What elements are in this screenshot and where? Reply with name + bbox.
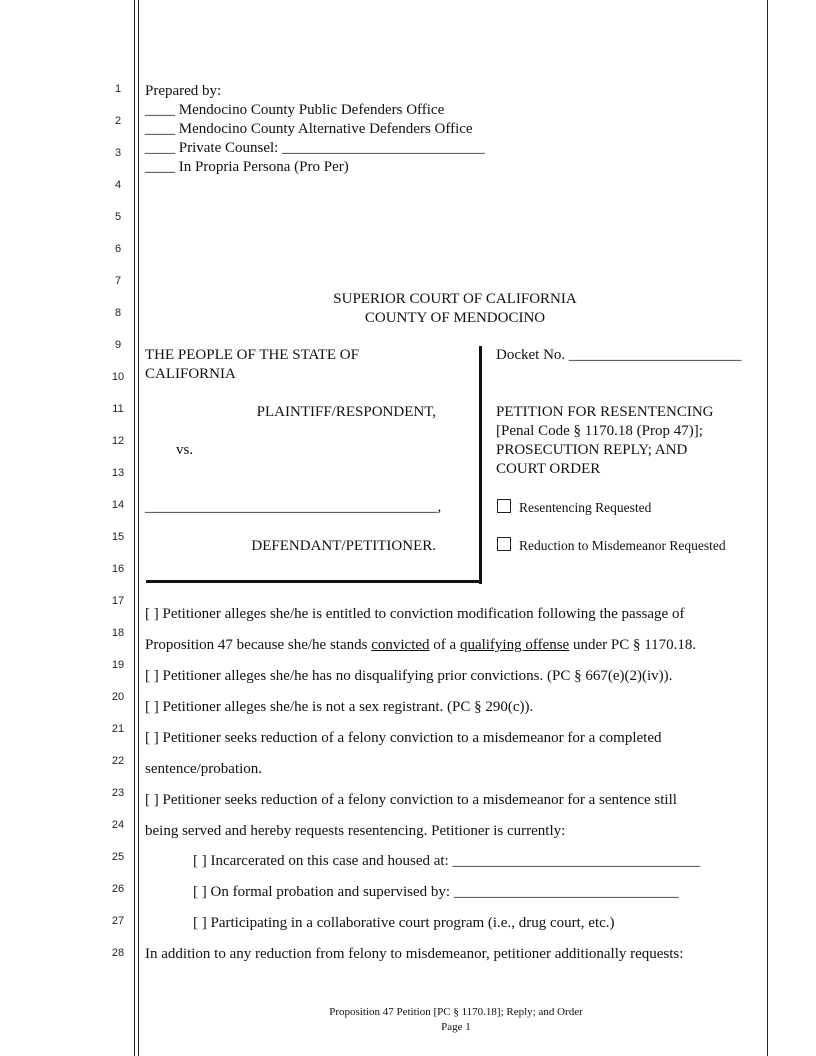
- allegation-prop47-text-a: Proposition 47 because she/he stands: [145, 637, 372, 653]
- line-number: 25: [111, 851, 125, 863]
- request-sentence-being-served-line2: being served and hereby requests resentencing. Petitioner is currently:: [145, 823, 566, 839]
- line-number: 1: [114, 83, 122, 95]
- plaintiff-role: PLAINTIFF/RESPONDENT,: [256, 404, 436, 420]
- prepared-by-option-public-defender[interactable]: ____ Mendocino County Public Defenders Office: [145, 102, 445, 118]
- caption-divider-horizontal: [146, 580, 482, 583]
- request-sentence-being-served-line1[interactable]: [ ] Petitioner seeks reduction of a felony conviction to a misdemeanor for a sentence still: [145, 792, 677, 808]
- line-number: 8: [114, 307, 122, 319]
- line-number: 22: [111, 755, 125, 767]
- line-number: 10: [111, 371, 125, 383]
- line-number: 23: [111, 787, 125, 799]
- footer-title: Proposition 47 Petition [PC § 1170.18]; Reply; and Order: [329, 1006, 583, 1018]
- line-number: 14: [111, 499, 125, 511]
- plaintiff-name-line2: CALIFORNIA: [145, 366, 236, 382]
- prepared-by-option-private-counsel[interactable]: ____ Private Counsel: ___________________________: [145, 140, 485, 156]
- line-number: 9: [114, 339, 122, 351]
- court-county: COUNTY OF MENDOCINO: [364, 310, 546, 326]
- convicted-underlined: convicted: [371, 637, 430, 653]
- allegation-prop47-text-e: under PC § 1170.18.: [569, 637, 697, 653]
- request-completed-sentence-line2: sentence/probation.: [145, 761, 263, 777]
- line-number: 24: [111, 819, 125, 831]
- caption-divider-vertical: [479, 346, 482, 584]
- line-number: 6: [114, 243, 122, 255]
- left-margin-rule-inner: [138, 0, 139, 1056]
- line-number: 18: [111, 627, 125, 639]
- line-number: 7: [114, 275, 122, 287]
- line-number: 5: [114, 211, 122, 223]
- status-collaborative-court-option[interactable]: [ ] Participating in a collaborative court program (i.e., drug court, etc.): [193, 915, 615, 931]
- court-name: SUPERIOR COURT OF CALIFORNIA: [333, 291, 577, 307]
- line-number: 12: [111, 435, 125, 447]
- document-title-line4: COURT ORDER: [496, 461, 601, 477]
- line-number: 20: [111, 691, 125, 703]
- versus-label: vs.: [176, 442, 194, 458]
- prepared-by-option-pro-per[interactable]: ____ In Propria Persona (Pro Per): [145, 159, 349, 175]
- docket-number-field[interactable]: Docket No. _______________________: [496, 347, 742, 363]
- line-number: 3: [114, 147, 122, 159]
- status-incarcerated-option[interactable]: [ ] Incarcerated on this case and housed at: _________________________________: [193, 853, 700, 869]
- line-number: 13: [111, 467, 125, 479]
- allegation-not-sex-registrant[interactable]: [ ] Petitioner alleges she/he is not a sex registrant. (PC § 290(c)).: [145, 699, 534, 715]
- footer-page-number: Page 1: [441, 1021, 471, 1033]
- right-margin-rule: [767, 0, 768, 1056]
- line-number: 28: [111, 947, 125, 959]
- line-number: 17: [111, 595, 125, 607]
- allegation-prop47-line1[interactable]: [ ] Petitioner alleges she/he is entitled to conviction modification following the passage of: [145, 606, 685, 622]
- line-number: 26: [111, 883, 125, 895]
- status-formal-probation-option[interactable]: [ ] On formal probation and supervised by: ______________________________: [193, 884, 679, 900]
- allegation-prop47-text-c: of a: [429, 637, 460, 653]
- plaintiff-name-line1: THE PEOPLE OF THE STATE OF: [145, 347, 359, 363]
- resentencing-checkbox[interactable]: [497, 499, 511, 513]
- request-completed-sentence-line1[interactable]: [ ] Petitioner seeks reduction of a felony conviction to a misdemeanor for a completed: [145, 730, 662, 746]
- defendant-name-field[interactable]: _______________________________________,: [145, 499, 442, 515]
- allegation-prop47-line2: [145, 636, 696, 655]
- line-number: 16: [111, 563, 125, 575]
- document-title-line2: [Penal Code § 1170.18 (Prop 47)];: [496, 423, 703, 439]
- line-number: 2: [114, 115, 122, 127]
- line-number: 15: [111, 531, 125, 543]
- reduction-requested-option[interactable]: [497, 536, 726, 555]
- line-number: 27: [111, 915, 125, 927]
- defendant-role: DEFENDANT/PETITIONER.: [251, 538, 436, 554]
- prepared-by-option-alternative-defender[interactable]: ____ Mendocino County Alternative Defenders Office: [145, 121, 473, 137]
- line-number: 4: [114, 179, 122, 191]
- allegation-no-priors[interactable]: [ ] Petitioner alleges she/he has no disqualifying prior convictions. (PC § 667(e)(2)(iv)).: [145, 668, 673, 684]
- left-margin-rule: [134, 0, 135, 1056]
- document-title-line1: PETITION FOR RESENTENCING: [496, 404, 714, 420]
- line-number: 11: [112, 403, 124, 415]
- resentencing-checkbox-label: Resentencing Requested: [519, 500, 652, 515]
- prepared-by-label: Prepared by:: [145, 83, 222, 99]
- reduction-checkbox[interactable]: [497, 537, 511, 551]
- resentencing-requested-option[interactable]: [497, 498, 651, 517]
- qualifying-offense-underlined: qualifying offense: [459, 637, 570, 653]
- document-title-line3: PROSECUTION REPLY; AND: [496, 442, 688, 458]
- additional-requests-intro: In addition to any reduction from felony to misdemeanor, petitioner additionally requests:: [145, 946, 684, 962]
- reduction-checkbox-label: Reduction to Misdemeanor Requested: [519, 538, 726, 553]
- line-number: 19: [111, 659, 125, 671]
- line-number: 21: [111, 723, 125, 735]
